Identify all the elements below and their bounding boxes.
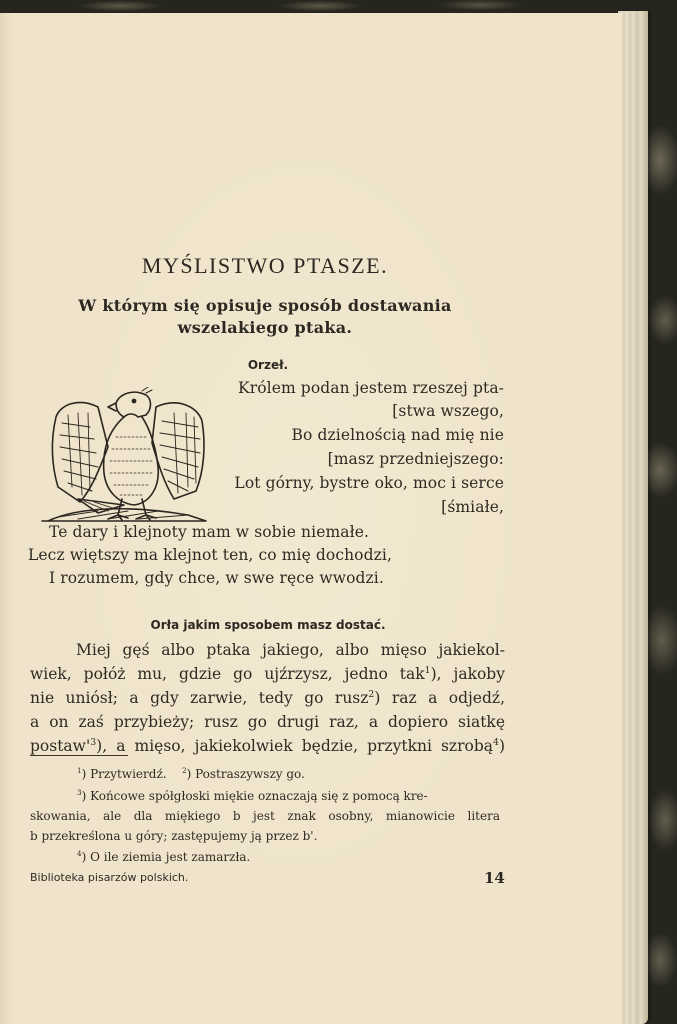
footnote-3-line-3: b przekreślona u góry; zastępujemy ją przez b'.: [30, 829, 318, 843]
verse-line-3: Bo dzielnością nad mię nie: [291, 426, 504, 444]
page-title: MYŚLISTWO PTASZE.: [141, 253, 389, 278]
footnote-1: $^1$) Przytwierdź.: [77, 766, 167, 781]
book-page: [0, 13, 622, 1024]
page-edges: [618, 11, 648, 1024]
footnote-3-line-1: $^3$) Końcowe spółgłoski miękie oznaczają się z pomocą kre-: [77, 788, 428, 803]
footnote-divider: [30, 755, 128, 756]
footnote-2: $^2$) Postraszywszy go.: [182, 766, 305, 781]
verse-line-9: I rozumem, gdy chce, w swe ręce wwodzi.: [49, 569, 384, 587]
verse-line-7: Te dary i klejnoty mam w sobie niemałe.: [49, 523, 370, 541]
footnote-3-line-2: skowania, ale dla miękiego b jest znak osobny, mianowicie litera: [30, 809, 500, 823]
prose-line-4: a on zaś przybieży; rusz go drugi raz, a dopiero siatkę: [30, 713, 505, 731]
section-heading-eagle: Orzeł.: [247, 358, 289, 372]
verse-line-1: Królem podan jestem rzeszej pta-: [238, 379, 504, 397]
footnote-4: $^4$) O ile ziemia jest zamarzła.: [77, 849, 251, 864]
section-heading-how-to-catch: Orła jakim sposobem masz dostać.: [150, 618, 386, 632]
prose-line-1: Miej gęś albo ptaka jakiego, albo mięso jakiekol-: [76, 641, 505, 659]
verse-line-2: [stwa wszego,: [392, 402, 504, 420]
book-signature: Biblioteka pisarzów polskich.: [30, 871, 189, 884]
eagle-woodcut-icon: [38, 387, 210, 529]
prose-line-2: wiek, połóż mu, gdzie go ujźrzysz, jedno tak$^1$), jakoby: [30, 664, 505, 683]
prose-line-3: nie uniósł; a gdy zarwie, tedy go rusz$^2$) raz a odjedź,: [30, 688, 505, 707]
verse-line-6: [śmiałe,: [441, 498, 504, 516]
verse-line-5: Lot górny, bystre oko, moc i serce: [234, 474, 504, 492]
verse-line-4: [masz przedniejszego:: [327, 450, 504, 468]
prose-line-5: $postaw'^3$), a mięso, jakiekolwiek będzie, przytkni szrobą$^4$): [30, 736, 505, 755]
verse-line-8: Lecz więtszy ma klejnot ten, co mię dochodzi,: [28, 546, 392, 564]
page-subtitle-line-2: wszelakiego ptaka.: [177, 318, 353, 337]
page-number: 14: [484, 869, 505, 887]
page-subtitle-line-1: W którym się opisuje sposób dostawania: [78, 296, 452, 315]
